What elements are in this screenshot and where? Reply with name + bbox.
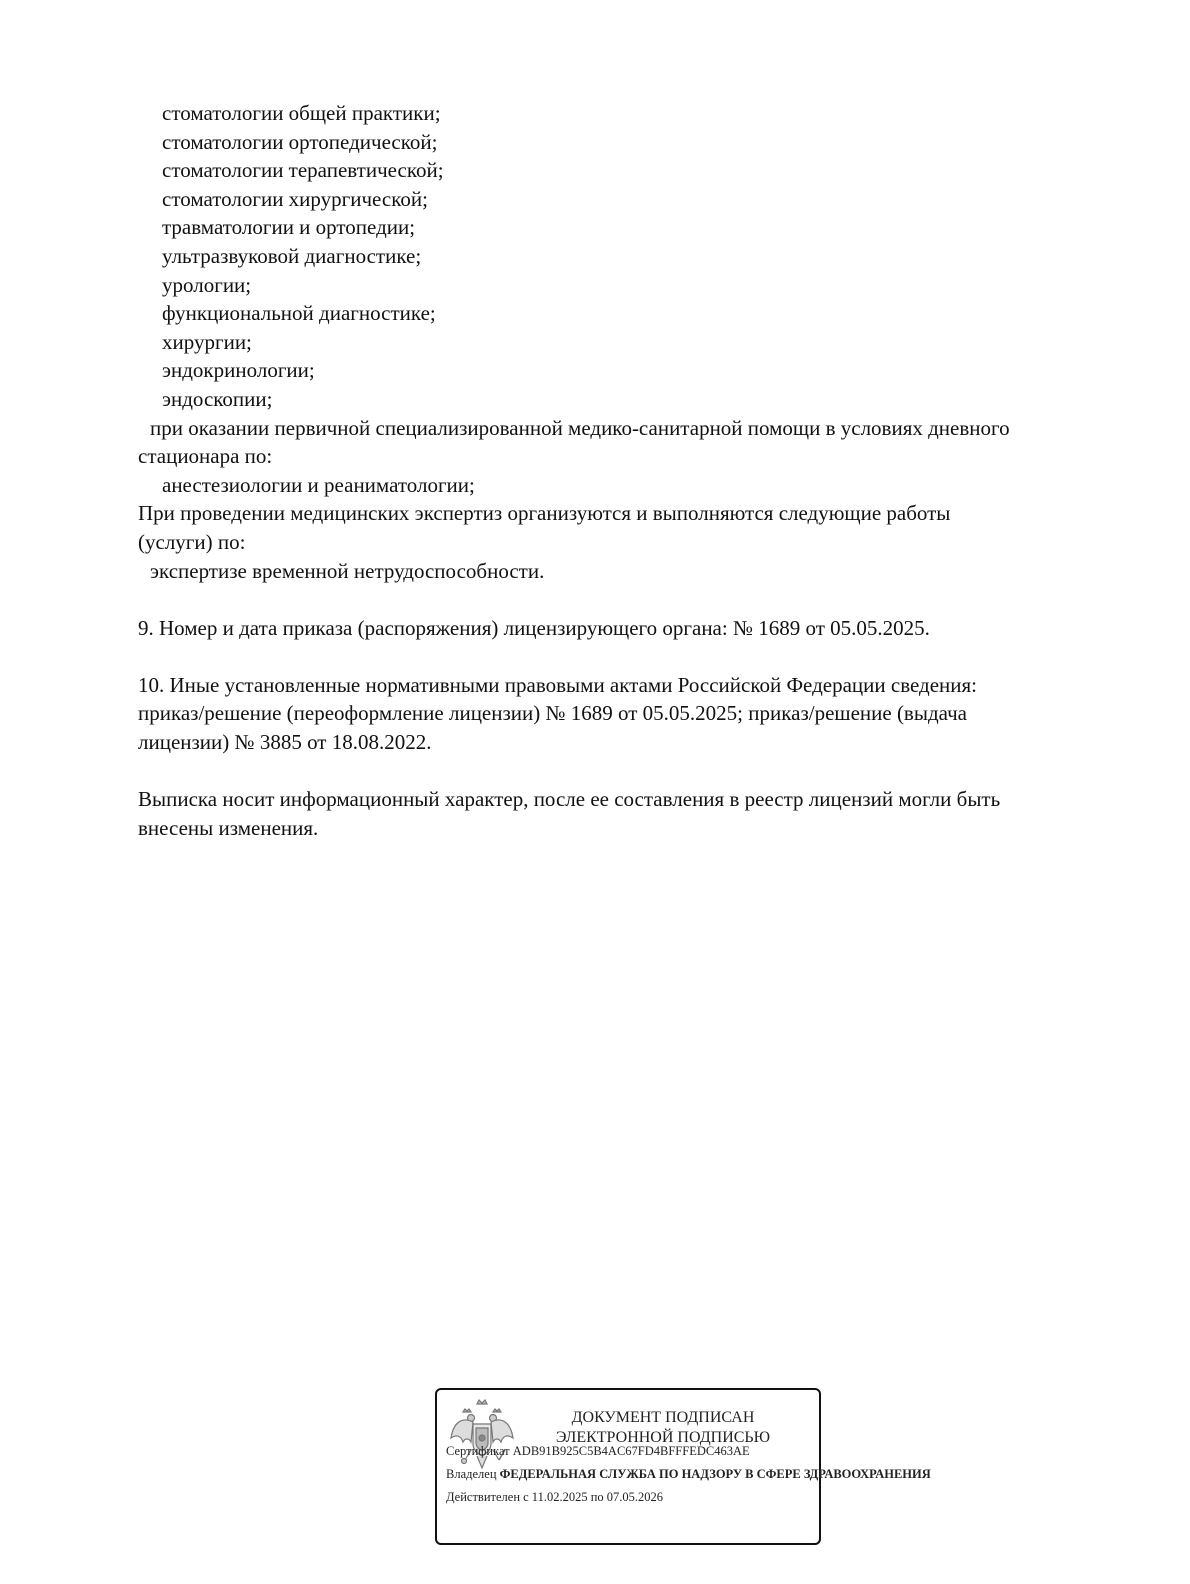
- expertise-item: экспертизе временной нетрудоспособности.: [150, 558, 545, 583]
- day-hospital-intro: при оказании первичной специализированной медико-санитарной помощи в условиях дневного: [150, 415, 1010, 440]
- section-9-order: 9. Номер и дата приказа (распоряжения) лицензирующего органа: № 1689 от 05.05.2025.: [138, 615, 930, 640]
- spacer: [138, 642, 1128, 671]
- owner-value: ФЕДЕРАЛЬНАЯ СЛУЖБА ПО НАДЗОРУ В СФЕРЕ ЗДРАВООХРАНЕНИЯ: [499, 1467, 931, 1481]
- list-item: хирургии;: [162, 329, 252, 354]
- document-body: [138, 99, 1128, 842]
- certificate-value: ADB91B925C5B4AC67FD4BFFFEDC463AE: [512, 1444, 750, 1458]
- list-item: урологии;: [162, 272, 252, 297]
- list-item: эндоскопии;: [162, 386, 273, 411]
- section-10-line2: приказ/решение (переоформление лицензии) № 1689 от 05.05.2025; приказ/решение (выдача: [138, 701, 968, 726]
- spacer: [138, 757, 1128, 786]
- expertise-intro: При проведении медицинских экспертиз организуются и выполняются следующие работы: [138, 501, 951, 526]
- certificate-label: Сертификат: [446, 1444, 510, 1458]
- stamp-title-line2: ЭЛЕКТРОННОЙ ПОДПИСЬЮ: [555, 1429, 771, 1446]
- list-item: ультразвуковой диагностике;: [162, 243, 422, 268]
- spacer: [138, 585, 1128, 614]
- list-item: стоматологии ортопедической;: [162, 129, 438, 154]
- list-item: травматологии и ортопедии;: [162, 215, 416, 240]
- owner-label: Владелец: [446, 1467, 497, 1481]
- stamp-title-line1: ДОКУМЕНТ ПОДПИСАН: [571, 1409, 755, 1426]
- day-hospital-intro-continued: стационара по:: [138, 444, 273, 469]
- section-10-line1: 10. Иные установленные нормативными правовыми актами Российской Федерации сведения:: [138, 672, 978, 697]
- stamp-details: [446, 1440, 931, 1509]
- disclaimer-line1: Выписка носит информационный характер, после ее составления в реестр лицензий могли быть: [138, 787, 1001, 812]
- owner-row: [446, 1463, 931, 1486]
- certificate-row: [446, 1440, 931, 1463]
- list-item: стоматологии общей практики;: [162, 101, 441, 125]
- specialties-list: [138, 99, 1128, 414]
- list-item: стоматологии терапевтической;: [162, 158, 444, 183]
- list-item: функциональной диагностике;: [162, 301, 436, 326]
- section-10-line3: лицензии) № 3885 от 18.08.2022.: [138, 730, 432, 755]
- disclaimer-line2: внесены изменения.: [138, 815, 319, 840]
- list-item: эндокринологии;: [162, 358, 315, 383]
- day-hospital-item: анестезиологии и реаниматологии;: [162, 472, 475, 497]
- electronic-signature-stamp: [435, 1388, 931, 1545]
- list-item: стоматологии хирургической;: [162, 186, 428, 211]
- validity-period: Действителен с 11.02.2025 по 07.05.2026: [446, 1490, 664, 1504]
- expertise-intro-continued: (услуги) по:: [138, 529, 246, 554]
